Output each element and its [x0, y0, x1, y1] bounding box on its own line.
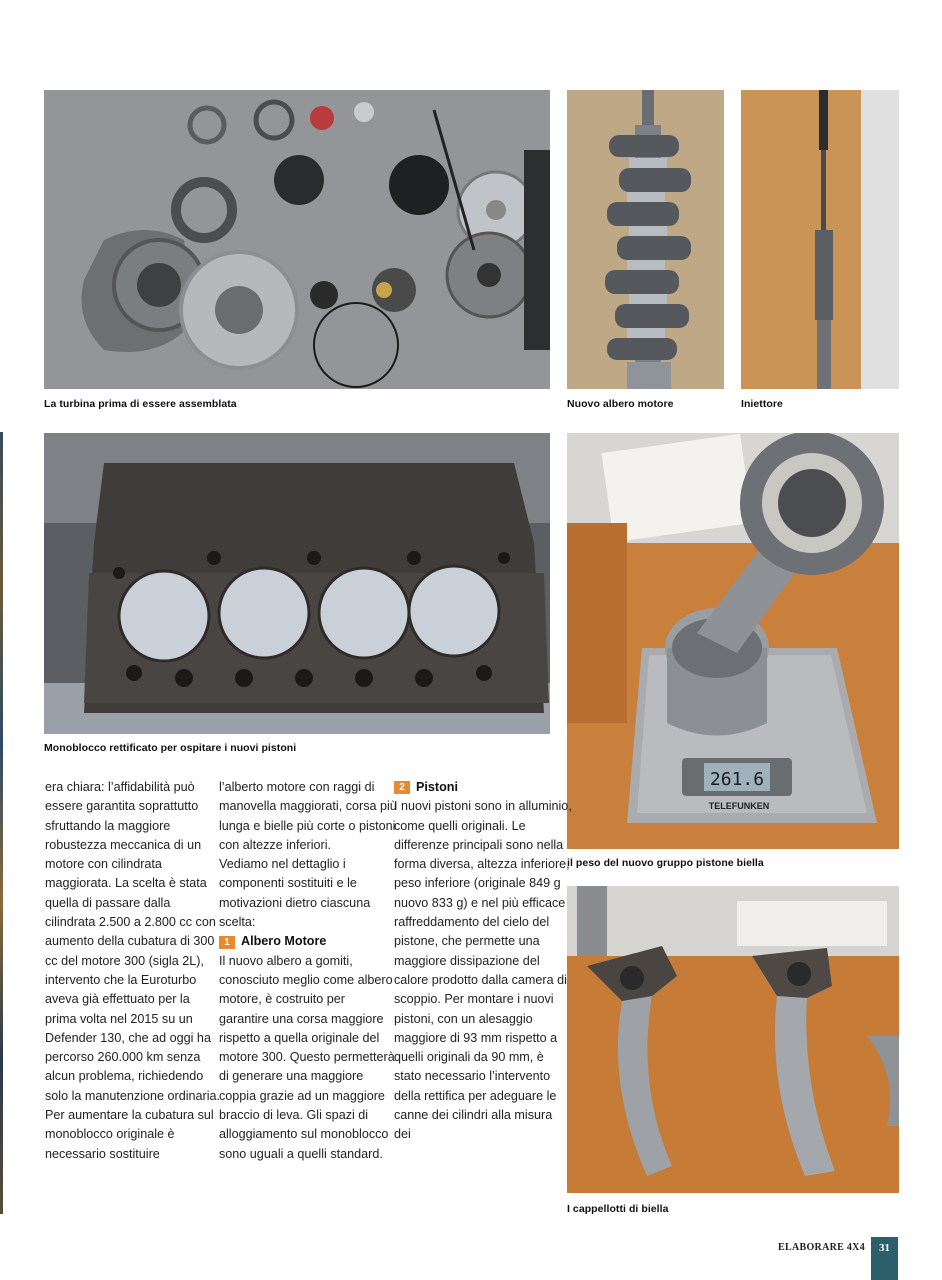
column-2-intro-2: Vediamo nel dettaglio i componenti sostituiti e le motivazioni dietro ciascuna scelta:	[219, 857, 371, 930]
section-2-heading	[394, 778, 572, 797]
caption-piston-weight: il peso del nuovo gruppo pistone biella	[567, 857, 764, 869]
caption-injector: Iniettore	[741, 398, 783, 410]
section-1-heading	[219, 932, 397, 951]
section-1-text: Il nuovo albero a gomiti, conosciuto meglio come albero motore, è costruito per garantire una corsa maggiore rispetto a quella originale del motore 300. Questo permetterà di generare una maggiore coppia grazie ad un maggiore braccio di leva. Gli spazi di alloggiamento sul monoblocco sono uguali a quelli standard.	[219, 953, 395, 1161]
piston-weight-photo	[567, 433, 899, 849]
page-number: 31	[871, 1237, 898, 1280]
column-2-intro: l’alberto motore con raggi di manovella maggiorati, corsa più lunga e bielle più corte o pistoni con altezze inferiori.	[219, 780, 397, 852]
section-2-title: Pistoni	[416, 780, 458, 794]
injector-photo	[741, 90, 899, 389]
caption-engine-block: Monoblocco rettificato per ospitare i nuovi pistoni	[44, 742, 297, 754]
section-1-title: Albero Motore	[241, 934, 327, 949]
caption-rod-caps: I cappellotti di biella	[567, 1203, 669, 1215]
crankshaft-photo	[567, 90, 724, 389]
column-1-text: era chiara: l’affidabilità può essere garantita soprattutto sfruttando la maggiore robustezza meccanica di un motore con cilindrata maggiorata. La scelta è stata quella di passare dalla cilindrata 2.500 a 2.800 cc con aumento della cubatura di 300 cc del motore 300 (sigla 2L), intervento che la Euroturbo aveva già effettuato per la prima volta nel 2015 su un Defender 130, che ad oggi ha percorso 260.000 km senza alcun problema, richiedendo solo la manutenzione ordinaria. Per aumentare la cubatura sul monoblocco originale è necessario sostituire	[45, 780, 221, 1161]
scale-display-readout: 261.6	[709, 769, 765, 790]
section-1-number: 1	[219, 936, 235, 949]
scale-brand-label: TELEFUNKEN	[708, 801, 770, 811]
turbine-parts-photo	[44, 90, 550, 389]
engine-block-photo	[44, 433, 550, 734]
caption-turbine: La turbina prima di essere assemblata	[44, 398, 237, 410]
section-2-number: 2	[394, 781, 410, 794]
article-column-3	[394, 778, 572, 1145]
rod-caps-photo	[567, 886, 899, 1193]
page-edge-strip	[0, 432, 3, 1214]
footer-magazine-name: ELABORARE 4X4	[778, 1242, 865, 1253]
article-column-2	[219, 778, 397, 1164]
section-2-text: I nuovi pistoni sono in alluminio, come quelli originali. Le differenze principali sono nella forma diversa, altezza inferiore, peso inferiore (originale 849 g nuovo 833 g) e nel più efficace raffreddamento del cielo del pistone, che permette una maggiore dissipazione del calore prodotto dalla camera di scoppio. Per montare i nuovi pistoni, con un alesaggio maggiore di 93 mm rispetto a quelli originali da 90 mm, è stato necessario l’intervento della rettifica per adeguare le canne dei cilindri alla misura dei	[394, 799, 572, 1142]
caption-crankshaft: Nuovo albero motore	[567, 398, 674, 410]
article-column-1	[45, 778, 223, 1164]
